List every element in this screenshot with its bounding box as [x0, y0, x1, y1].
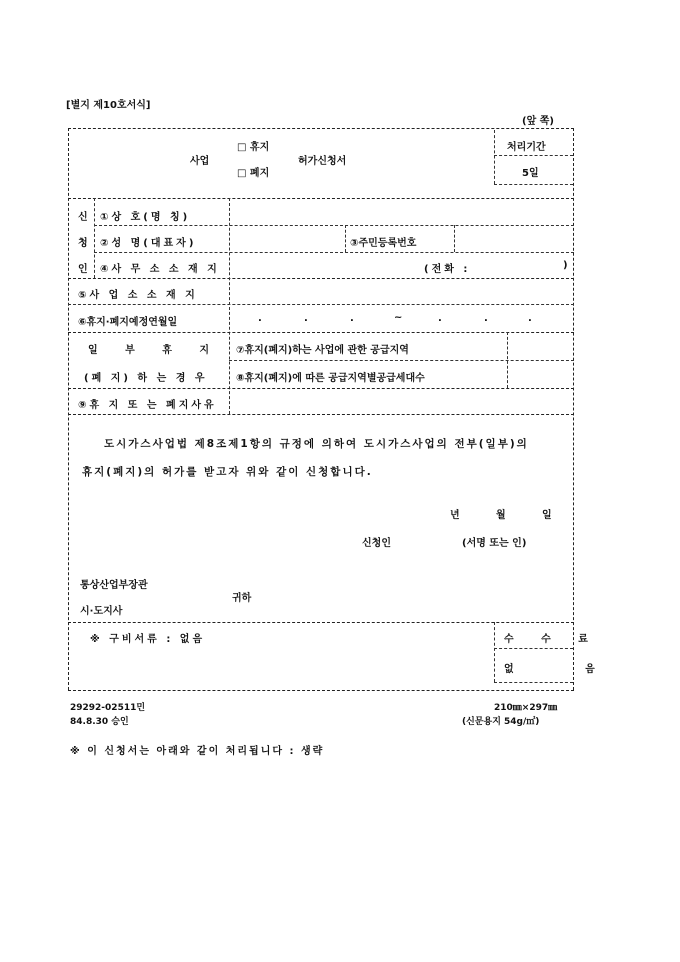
row5-line [68, 304, 574, 305]
footer-top-line [68, 622, 574, 623]
fee-box-divider [494, 648, 573, 649]
applicant-side-2: 청 [78, 238, 88, 249]
date-year: 년 [450, 510, 460, 521]
applicant-label: 신청인 [362, 538, 391, 549]
title-suffix: 허가신청서 [298, 156, 347, 167]
date-day: 일 [542, 510, 552, 521]
partial-mid-line [229, 360, 574, 361]
reason-label: ⑨휴 지 또 는 폐지사유 [78, 400, 217, 411]
resident-no-left [345, 225, 346, 252]
page-side-label: (앞 쪽) [522, 116, 554, 127]
required-documents: ※ 구비서류 : 없음 [90, 634, 206, 645]
date-month: 월 [496, 510, 506, 521]
business-location-label: ⑤사 업 소 소 재 지 [78, 290, 198, 301]
date-mark-4: . [438, 313, 442, 324]
partial-label-line2: (폐 지) 하 는 경 우 [84, 373, 208, 384]
frame-top [68, 128, 574, 129]
date-mark-2: . [304, 313, 308, 324]
resident-no-label: ③주민등록번호 [350, 238, 417, 249]
period-box-left [494, 130, 495, 184]
date-mark-3: . [350, 313, 354, 324]
addressee-honorific: 귀하 [232, 593, 252, 604]
date-tilde: ~ [394, 312, 403, 323]
title-bottom-line [68, 198, 574, 199]
row3-line [68, 278, 574, 279]
item8-label: ⑧휴지(폐지)에 따른 공급지역별공급세대수 [236, 373, 425, 384]
option-abolish-checkbox[interactable]: □ 폐지 [237, 168, 270, 179]
row9-line [68, 414, 574, 415]
date-mark-1: . [258, 313, 262, 324]
row6-line [68, 332, 574, 333]
frame-right [573, 128, 574, 690]
trade-name-label: ①상 호(명 칭) [100, 212, 191, 223]
applicant-side-divider [94, 198, 95, 278]
signature-label: (서명 또는 인) [462, 538, 527, 549]
title-prefix: 사업 [190, 156, 210, 167]
label-column-divider [229, 198, 230, 414]
date-mark-6: . [528, 313, 532, 324]
fee-box-bottom [494, 682, 573, 683]
period-value: 5일 [522, 168, 539, 179]
address-label: ④사 무 소 소 재 지 [100, 264, 220, 275]
addressee-minister: 통상산업부장관 [80, 580, 148, 591]
fee-box-left [494, 622, 495, 682]
frame-bottom [68, 690, 574, 691]
form-code: 29292-02511민 [70, 703, 146, 713]
row2-line [94, 252, 574, 253]
applicant-side-3: 인 [78, 264, 88, 275]
frame-left [68, 128, 69, 690]
item7-label: ⑦휴지(폐지)하는 사업에 관한 공급지역 [236, 345, 409, 356]
resident-no-right [454, 225, 455, 252]
form-number: [별지 제10호서식] [66, 100, 151, 111]
period-label: 처리기간 [507, 142, 546, 153]
addressee-governor: 시·도지사 [80, 606, 123, 617]
phone-close: ) [563, 260, 568, 271]
approval-date: 84.8.30 승인 [70, 717, 129, 727]
period-box-divider [494, 155, 573, 156]
paper-type: (신문용지 54g/㎡) [462, 717, 540, 727]
paper-size: 210㎜×297㎜ [494, 703, 558, 713]
partial-label-line1: 일 부 휴 지 [88, 345, 222, 356]
row1-line [94, 225, 574, 226]
suspend-period-label: ⑥휴지·폐지예정연월일 [78, 317, 178, 328]
phone-label: (전화 : [424, 264, 471, 275]
applicant-side-1: 신 [78, 212, 88, 223]
partial-bottom-line [68, 388, 574, 389]
processing-note: ※ 이 신청서는 아래와 같이 처리됩니다 : 생략 [70, 746, 325, 757]
statement-line2: 휴지(폐지)의 허가를 받고자 위와 같이 신청합니다. [82, 466, 373, 478]
period-box-bottom [494, 184, 573, 185]
statement-line1: 도시가스사업법 제8조제1항의 규정에 의하여 도시가스사업의 전부(일부)의 [104, 438, 529, 450]
partial-right-divider [507, 332, 508, 388]
date-mark-5: . [484, 313, 488, 324]
fee-value-1: 없 음 [504, 664, 629, 675]
option-suspend-checkbox[interactable]: □ 휴지 [237, 142, 270, 153]
name-label: ②성 명(대표자) [100, 238, 197, 249]
fee-label: 수 수 료 [504, 634, 600, 645]
